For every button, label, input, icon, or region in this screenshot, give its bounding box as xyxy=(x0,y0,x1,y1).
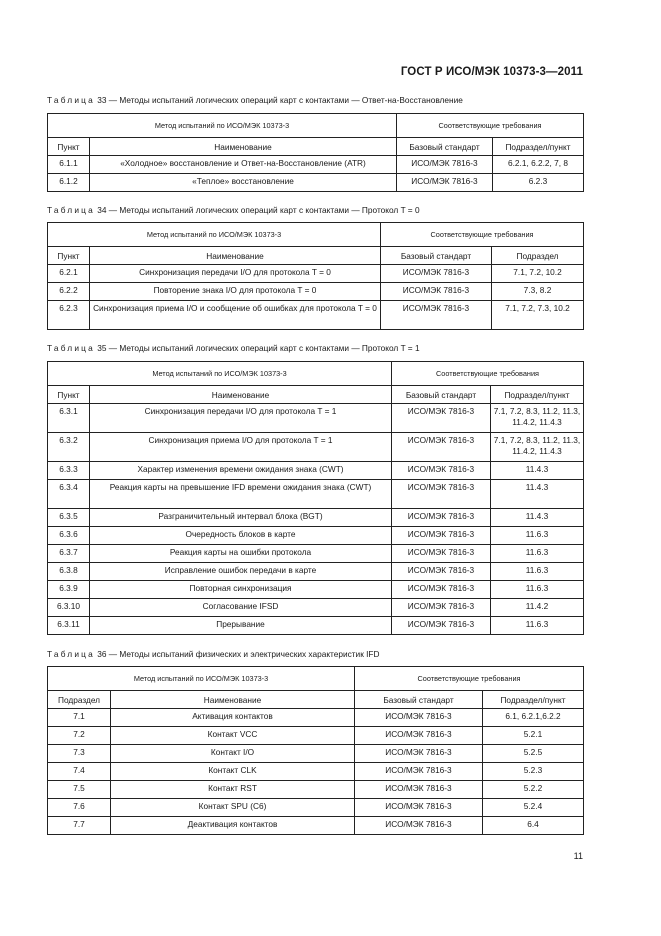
table-row xyxy=(48,462,584,480)
cell-clause: 6.3.1 xyxy=(48,404,90,433)
cell-standard: ИСО/МЭК 7816-3 xyxy=(392,581,491,599)
group-header-method: Метод испытаний по ИСО/МЭК 10373-3 xyxy=(48,362,392,386)
cell-standard: ИСО/МЭК 7816-3 xyxy=(392,617,491,635)
cell-subclause: 7.1, 7.2, 8.3, 11.2, 11.3, 11.4.2, 11.4.3 xyxy=(491,404,584,433)
cell-name: Синхронизация передачи I/O для протокола T = 0 xyxy=(90,265,381,283)
cell-subclause: 11.4.3 xyxy=(491,462,584,480)
cell-name: Разграничительный интервал блока (BGT) xyxy=(90,509,392,527)
table-row xyxy=(48,174,584,192)
table-row xyxy=(48,727,584,745)
table-33 xyxy=(47,113,584,192)
cell-standard: ИСО/МЭК 7816-3 xyxy=(397,156,493,174)
cell-clause: 6.3.8 xyxy=(48,563,90,581)
cell-standard: ИСО/МЭК 7816-3 xyxy=(392,527,491,545)
column-header: Наименование xyxy=(90,386,392,404)
cell-subclause: 5.2.3 xyxy=(483,763,584,781)
cell-clause: 6.3.2 xyxy=(48,433,90,462)
cell-clause: 7.4 xyxy=(48,763,111,781)
cell-subclause: 7.1, 7.2, 10.2 xyxy=(492,265,584,283)
cell-clause: 6.3.10 xyxy=(48,599,90,617)
cell-clause: 7.5 xyxy=(48,781,111,799)
cell-standard: ИСО/МЭК 7816-3 xyxy=(392,545,491,563)
table-36-caption xyxy=(47,649,380,659)
cell-name: Контакт RST xyxy=(111,781,355,799)
cell-name: Согласование IFSD xyxy=(90,599,392,617)
cell-subclause: 7.3, 8.2 xyxy=(492,283,584,301)
cell-standard: ИСО/МЭК 7816-3 xyxy=(392,563,491,581)
column-header: Базовый стандарт xyxy=(381,247,492,265)
cell-clause: 6.2.1 xyxy=(48,265,90,283)
cell-clause: 7.1 xyxy=(48,709,111,727)
cell-subclause: 6.1, 6.2.1,6.2.2 xyxy=(483,709,584,727)
caption-text: 36 — Методы испытаний физических и электрических характеристик IFD xyxy=(97,649,380,659)
cell-subclause: 11.6.3 xyxy=(491,617,584,635)
cell-standard: ИСО/МЭК 7816-3 xyxy=(392,599,491,617)
cell-clause: 6.3.5 xyxy=(48,509,90,527)
cell-standard: ИСО/МЭК 7816-3 xyxy=(355,763,483,781)
cell-clause: 6.3.9 xyxy=(48,581,90,599)
table-35-caption xyxy=(47,343,420,353)
cell-standard: ИСО/МЭК 7816-3 xyxy=(355,799,483,817)
cell-name: Исправление ошибок передачи в карте xyxy=(90,563,392,581)
cell-name: «Холодное» восстановление и Ответ-на-Восстановление (ATR) xyxy=(90,156,397,174)
caption-text: 35 — Методы испытаний логических операций карт с контактами — Протокол T = 1 xyxy=(97,343,420,353)
cell-subclause: 11.6.3 xyxy=(491,527,584,545)
table-row xyxy=(48,581,584,599)
column-header: Пункт xyxy=(48,386,90,404)
caption-text: 34 — Методы испытаний логических операций карт с контактами — Протокол T = 0 xyxy=(97,205,420,215)
table-row xyxy=(48,617,584,635)
caption-word: Таблица xyxy=(47,205,95,215)
page-number: 11 xyxy=(573,851,583,861)
table-row xyxy=(48,563,584,581)
table-row xyxy=(48,283,584,301)
cell-clause: 6.2.3 xyxy=(48,301,90,330)
cell-subclause: 5.2.1 xyxy=(483,727,584,745)
cell-name: Деактивация контактов xyxy=(111,817,355,835)
group-header-requirements: Соответствующие требования xyxy=(355,667,584,691)
table-row xyxy=(48,545,584,563)
table-row xyxy=(48,763,584,781)
cell-clause: 6.3.11 xyxy=(48,617,90,635)
column-header: Базовый стандарт xyxy=(355,691,483,709)
cell-standard: ИСО/МЭК 7816-3 xyxy=(355,745,483,763)
cell-clause: 7.6 xyxy=(48,799,111,817)
cell-name: Прерывание xyxy=(90,617,392,635)
cell-standard: ИСО/МЭК 7816-3 xyxy=(381,301,492,330)
cell-clause: 6.3.3 xyxy=(48,462,90,480)
cell-standard: ИСО/МЭК 7816-3 xyxy=(392,509,491,527)
cell-clause: 6.3.4 xyxy=(48,480,90,509)
cell-name: Повторение знака I/O для протокола T = 0 xyxy=(90,283,381,301)
cell-clause: 7.3 xyxy=(48,745,111,763)
cell-clause: 7.2 xyxy=(48,727,111,745)
cell-subclause: 6.4 xyxy=(483,817,584,835)
cell-standard: ИСО/МЭК 7816-3 xyxy=(381,265,492,283)
cell-subclause: 11.4.2 xyxy=(491,599,584,617)
caption-word: Таблица xyxy=(47,649,95,659)
column-header: Базовый стандарт xyxy=(392,386,491,404)
column-header: Наименование xyxy=(90,247,381,265)
cell-name: Очередность блоков в карте xyxy=(90,527,392,545)
column-header: Подраздел/пункт xyxy=(491,386,584,404)
cell-name: Контакт SPU (C6) xyxy=(111,799,355,817)
cell-standard: ИСО/МЭК 7816-3 xyxy=(392,404,491,433)
cell-name: Повторная синхронизация xyxy=(90,581,392,599)
group-header-method: Метод испытаний по ИСО/МЭК 10373-3 xyxy=(48,667,355,691)
cell-standard: ИСО/МЭК 7816-3 xyxy=(355,709,483,727)
cell-subclause: 11.4.3 xyxy=(491,480,584,509)
cell-subclause: 11.6.3 xyxy=(491,563,584,581)
column-header: Базовый стандарт xyxy=(397,138,493,156)
cell-clause: 6.1.1 xyxy=(48,156,90,174)
table-row xyxy=(48,156,584,174)
cell-subclause: 5.2.5 xyxy=(483,745,584,763)
cell-subclause: 11.4.3 xyxy=(491,509,584,527)
cell-standard: ИСО/МЭК 7816-3 xyxy=(392,480,491,509)
caption-word: Таблица xyxy=(47,343,95,353)
cell-standard: ИСО/МЭК 7816-3 xyxy=(397,174,493,192)
caption-word: Таблица xyxy=(47,95,95,105)
cell-subclause: 7.1, 7.2, 7.3, 10.2 xyxy=(492,301,584,330)
cell-standard: ИСО/МЭК 7816-3 xyxy=(355,817,483,835)
table-row xyxy=(48,817,584,835)
column-header: Пункт xyxy=(48,138,90,156)
cell-clause: 6.3.7 xyxy=(48,545,90,563)
group-header-requirements: Соответствующие требования xyxy=(381,223,584,247)
cell-subclause: 7.1, 7.2, 8.3, 11.2, 11.3, 11.4.2, 11.4.3 xyxy=(491,433,584,462)
table-35 xyxy=(47,361,584,635)
cell-clause: 6.3.6 xyxy=(48,527,90,545)
cell-standard: ИСО/МЭК 7816-3 xyxy=(355,781,483,799)
table-33-caption xyxy=(47,95,463,105)
cell-clause: 6.2.2 xyxy=(48,283,90,301)
cell-subclause: 6.2.3 xyxy=(493,174,584,192)
column-header: Подраздел xyxy=(492,247,584,265)
table-row xyxy=(48,527,584,545)
column-header: Наименование xyxy=(111,691,355,709)
cell-name: Контакт CLK xyxy=(111,763,355,781)
column-header: Подраздел xyxy=(48,691,111,709)
cell-name: Контакт VCC xyxy=(111,727,355,745)
group-header-method: Метод испытаний по ИСО/МЭК 10373-3 xyxy=(48,223,381,247)
column-header: Подраздел/пункт xyxy=(493,138,584,156)
table-36 xyxy=(47,666,584,835)
group-header-method: Метод испытаний по ИСО/МЭК 10373-3 xyxy=(48,114,397,138)
cell-name: Активация контактов xyxy=(111,709,355,727)
cell-name: Реакция карты на ошибки протокола xyxy=(90,545,392,563)
table-row xyxy=(48,509,584,527)
table-34 xyxy=(47,222,584,330)
table-row xyxy=(48,709,584,727)
cell-name: «Теплое» восстановление xyxy=(90,174,397,192)
cell-name: Реакция карты на превышение IFD времени ожидания знака (CWT) xyxy=(90,480,392,509)
cell-subclause: 5.2.4 xyxy=(483,799,584,817)
column-header: Пункт xyxy=(48,247,90,265)
group-header-requirements: Соответствующие требования xyxy=(397,114,584,138)
table-row xyxy=(48,480,584,509)
cell-name: Характер изменения времени ожидания знака (CWT) xyxy=(90,462,392,480)
table-row xyxy=(48,745,584,763)
cell-name: Синхронизация передачи I/O для протокола T = 1 xyxy=(90,404,392,433)
group-header-requirements: Соответствующие требования xyxy=(392,362,584,386)
cell-standard: ИСО/МЭК 7816-3 xyxy=(381,283,492,301)
table-row xyxy=(48,799,584,817)
cell-subclause: 11.6.3 xyxy=(491,581,584,599)
cell-subclause: 11.6.3 xyxy=(491,545,584,563)
table-row xyxy=(48,433,584,462)
cell-subclause: 5.2.2 xyxy=(483,781,584,799)
table-row xyxy=(48,404,584,433)
table-row xyxy=(48,301,584,330)
cell-standard: ИСО/МЭК 7816-3 xyxy=(392,462,491,480)
page-header-title: ГОСТ Р ИСО/МЭК 10373-3—2011 xyxy=(400,66,583,78)
cell-standard: ИСО/МЭК 7816-3 xyxy=(355,727,483,745)
column-header: Подраздел/пункт xyxy=(483,691,584,709)
cell-name: Синхронизация приема I/O для протокола T = 1 xyxy=(90,433,392,462)
cell-standard: ИСО/МЭК 7816-3 xyxy=(392,433,491,462)
cell-clause: 7.7 xyxy=(48,817,111,835)
column-header: Наименование xyxy=(90,138,397,156)
cell-subclause: 6.2.1, 6.2.2, 7, 8 xyxy=(493,156,584,174)
cell-name: Контакт I/O xyxy=(111,745,355,763)
table-row xyxy=(48,265,584,283)
table-row xyxy=(48,781,584,799)
cell-name: Синхронизация приема I/O и сообщение об ошибках для протокола T = 0 xyxy=(90,301,381,330)
table-34-caption xyxy=(47,205,420,215)
caption-text: 33 — Методы испытаний логических операций карт с контактами — Ответ-на-Восстановление xyxy=(97,95,463,105)
cell-clause: 6.1.2 xyxy=(48,174,90,192)
table-row xyxy=(48,599,584,617)
